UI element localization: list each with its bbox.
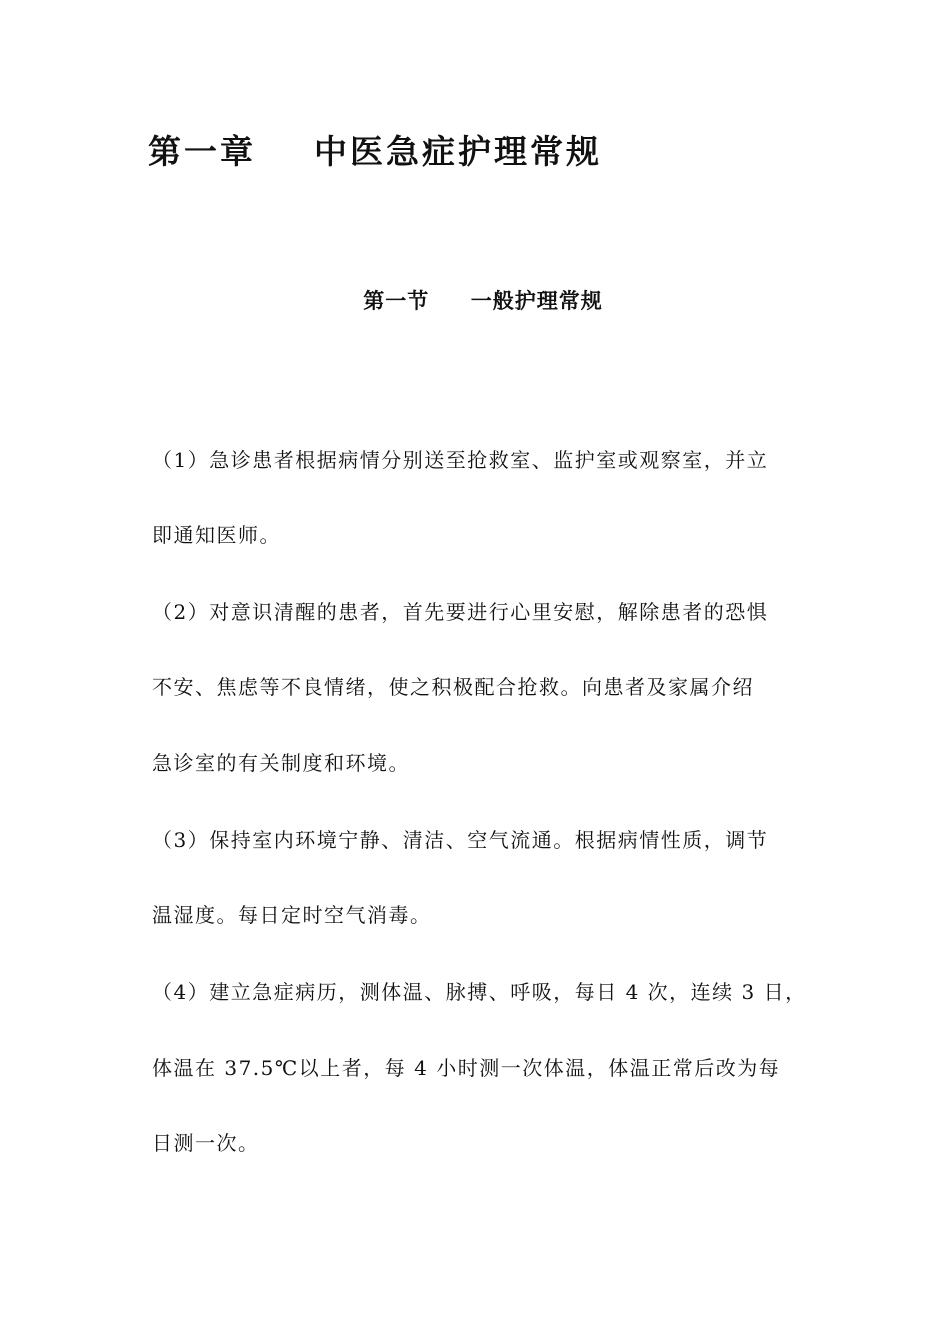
- paragraph-2-line-3: 急诊室的有关制度和环境。: [152, 751, 410, 775]
- paragraph-4-line-3: 日测一次。: [152, 1131, 260, 1155]
- paragraph-2-line-2: 不安、焦虑等不良情绪，使之积极配合抢救。向患者及家属介绍: [152, 675, 754, 699]
- paragraph-1-line-2: 即通知医师。: [152, 523, 281, 547]
- paragraph-4-line-2: 体温在 37.5℃以上者，每 4 小时测一次体温，体温正常后改为每: [152, 1056, 781, 1080]
- chapter-title: 第一章 中医急症护理常规: [148, 132, 602, 171]
- paragraph-3-line-2: 温湿度。每日定时空气消毒。: [152, 903, 432, 927]
- paragraph-3-line-1: （3）保持室内环境宁静、清洁、空气流通。根据病情性质，调节: [152, 828, 769, 852]
- paragraph-4-line-1: （4）建立急症病历，测体温、脉搏、呼吸，每日 4 次，连续 3 日，: [152, 980, 807, 1004]
- paragraph-1-line-1: （1）急诊患者根据病情分别送至抢救室、监护室或观察室，并立: [152, 448, 769, 472]
- paragraph-2-line-1: （2）对意识清醒的患者，首先要进行心里安慰，解除患者的恐惧: [152, 600, 769, 624]
- section-title: 第一节 一般护理常规: [363, 288, 603, 313]
